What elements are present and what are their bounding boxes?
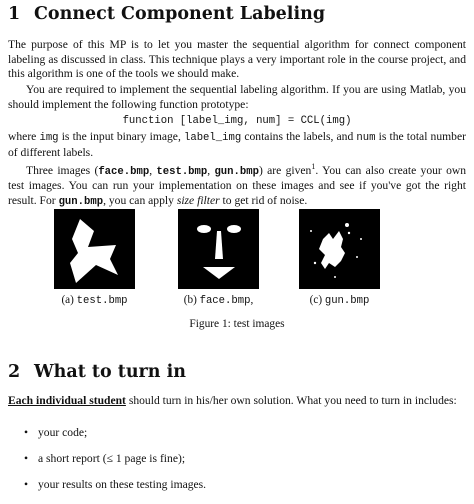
subcaption-filename: face.bmp <box>199 295 251 307</box>
code-face-bmp: face.bmp <box>98 165 150 178</box>
section-1-number: 1 <box>8 4 21 24</box>
footnote-marker: 1 <box>311 162 316 171</box>
subcaption-label: (c) <box>309 294 325 306</box>
figure-image-test-bmp <box>54 209 135 289</box>
subcaption-label: (a) <box>61 294 77 306</box>
text-run: is the input binary image, <box>58 130 184 143</box>
function-prototype: function [label_img, num] = CCL(img) <box>122 115 352 127</box>
emphasis-size-filter: size filter <box>176 194 220 208</box>
text-run: , <box>149 163 157 177</box>
code-gun-bmp-2: gun.bmp <box>58 196 104 209</box>
code-test-bmp: test.bmp <box>156 165 208 178</box>
paragraph-turn-in <box>8 394 466 409</box>
text-run: . You can also create your own test images. You can run your implementation on these images and see if you've got the right result. For <box>8 163 467 208</box>
text-run: to get rid of noise. <box>219 194 308 208</box>
subcaption-a <box>54 294 135 307</box>
paragraph-arguments <box>8 130 466 160</box>
list-item: • a short report (≤ 1 page is fine); <box>24 452 464 478</box>
subcaption-suffix: , <box>250 294 254 306</box>
subcaption-filename: gun.bmp <box>324 295 370 307</box>
gun-graphic <box>299 209 380 289</box>
text-run: , you can apply <box>103 194 177 208</box>
subcaption-label: (b) <box>183 294 200 306</box>
code-label-img: label_img <box>183 132 242 144</box>
code-gun-bmp: gun.bmp <box>214 165 259 178</box>
text-run: where <box>8 130 40 143</box>
deliverables-list <box>24 426 464 504</box>
face-graphic <box>178 209 259 289</box>
figure-image-face-bmp <box>178 209 259 289</box>
text-run: is the total number of different labels. <box>8 130 466 159</box>
test-shape-graphic <box>54 209 135 289</box>
subcaption-b <box>168 294 269 307</box>
list-item: • your code; <box>24 426 464 452</box>
figure-caption: Figure 1: test images <box>189 318 285 330</box>
paragraph-test-images <box>8 160 466 210</box>
emphasis-each-student: Each individual student <box>8 394 126 407</box>
section-1-title: Connect Component Labeling <box>34 4 326 24</box>
list-item: • your results on these testing images. <box>24 478 464 504</box>
text-run: contains the labels, and <box>241 130 357 143</box>
section-1-heading <box>8 4 325 24</box>
text-run: , <box>207 163 215 177</box>
code-img: img <box>39 132 59 144</box>
section-2-title: What to turn in <box>34 362 186 382</box>
subcaption-filename: test.bmp <box>76 295 128 307</box>
text-run: Three images ( <box>26 163 99 177</box>
subcaption-c <box>299 294 380 307</box>
figure-image-gun-bmp <box>299 209 380 289</box>
text-run: ) are given <box>258 163 312 177</box>
paragraph-purpose: The purpose of this MP is to let you master the sequential algorithm for connect component labeling as discussed in class. This technique plays a very important role in the course project, and this algorithm is one of the tools we should make. <box>8 38 466 81</box>
paragraph-requirement: You are required to implement the sequential labeling algorithm. If you are using Matlab, you should implement the following function prototype: <box>8 83 466 111</box>
section-2-number: 2 <box>8 362 21 382</box>
section-2-heading <box>8 362 186 382</box>
text-run: should turn in his/her own solution. What you need to turn in includes: <box>125 394 457 407</box>
code-num: num <box>356 132 376 144</box>
